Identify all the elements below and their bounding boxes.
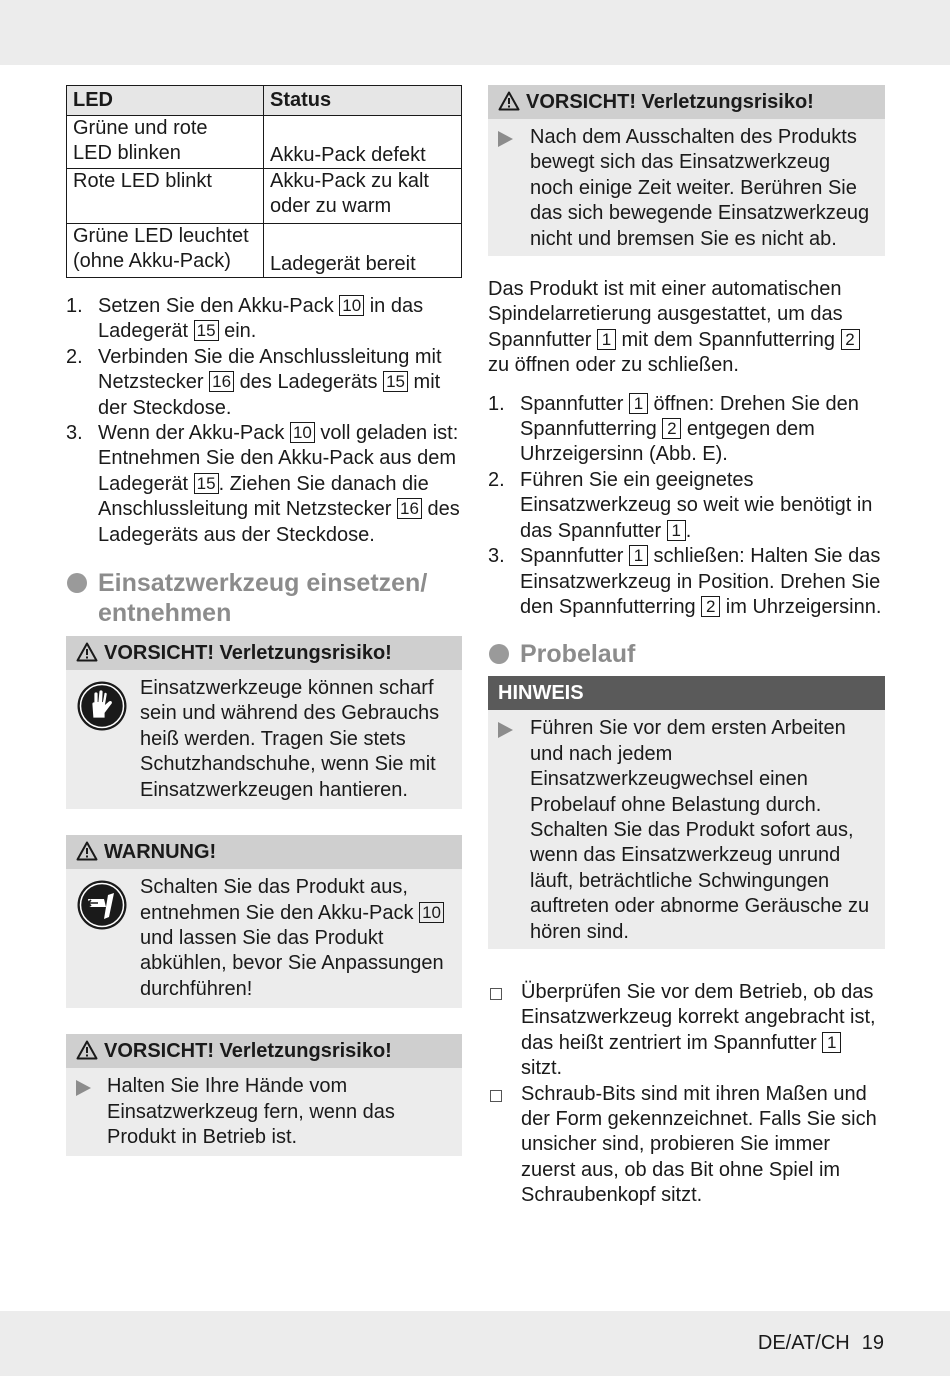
column-header-led: LED bbox=[67, 86, 264, 116]
region-label: DE/AT/CH bbox=[757, 1332, 850, 1354]
list-item: 1. Setzen Sie den Akku-Pack 10 in das Ladegerät 15 ein. bbox=[66, 295, 424, 343]
list-item: 2. Führen Sie ein geeignetes Einsatzwerkzeug so weit wie benötigt in das Spannfutter 1 . bbox=[488, 468, 873, 542]
list-item: Schraub-Bits sind mit ihren Maßen und der Form gekennzeichnet. Falls Sie sich unsicher sind, probieren Sie immer zuerst aus, ob das Bit ohne Spiel im Schraubenkopf sitzt. bbox=[488, 1082, 885, 1209]
warning-body: Schalten Sie das Produkt aus, entnehmen Sie den Akku-Pack 10 und lassen Sie das Produkt abkühlen, bevor Sie Anpassungen durchführen! bbox=[66, 869, 462, 1008]
section-heading-insert-tool: Einsatzwerkzeug einsetzen/ entnehmen bbox=[66, 568, 462, 628]
right-column bbox=[488, 85, 885, 1209]
remove-battery-icon bbox=[76, 879, 128, 931]
arrow-bullet-icon bbox=[76, 1080, 91, 1096]
status-cell: Ladegerät bereit bbox=[264, 224, 462, 278]
part-reference: 1 bbox=[629, 393, 648, 414]
section-heading-test-run: Probelauf bbox=[488, 639, 885, 669]
table-row bbox=[67, 169, 462, 224]
list-item: 2. Verbinden Sie die Anschlussleitung mit Netzstecker 16 des Ladegeräts 15 mit der Steckdose. bbox=[66, 345, 442, 419]
bullet-dot-icon bbox=[489, 644, 509, 664]
caution-box-gloves bbox=[66, 636, 462, 809]
warning-triangle-icon bbox=[498, 91, 520, 111]
part-reference: 15 bbox=[194, 473, 219, 494]
led-cell: Rote LED blinkt bbox=[67, 169, 264, 224]
page-number: 19 bbox=[861, 1332, 884, 1354]
note-body: Führen Sie vor dem ersten Arbeiten und nach jedem Einsatzwerkzeugwechsel einen Probelauf ohne Belastung durch. Schalten Sie das Produkt sofort aus, wenn das Einsatzwerkzeug unrund läuft, beträchtliche Schwingungen auftreten oder abnorme Geräusche zu hören sind. bbox=[488, 710, 885, 949]
checkbox-icon bbox=[490, 988, 502, 1000]
part-reference: 10 bbox=[339, 295, 364, 316]
list-item: Überprüfen Sie vor dem Betrieb, ob das Einsatzwerkzeug korrekt angebracht ist, das heißt zentriert im Spannfutter 1 sitzt. bbox=[488, 980, 885, 1082]
caution-header: VORSICHT! Verletzungsrisiko! bbox=[488, 85, 885, 119]
caution-body: Einsatzwerkzeuge können scharf sein und während des Gebrauchs heiß werden. Tragen Sie stets Schutzhandschuhe, wenn Sie mit Einsatzwerkzeugen hantieren. bbox=[66, 670, 462, 809]
column-header-status: Status bbox=[264, 86, 462, 116]
part-reference: 2 bbox=[841, 329, 860, 350]
warning-triangle-icon bbox=[76, 841, 98, 861]
led-cell: Grüne und rote LED blinken bbox=[67, 116, 264, 169]
part-reference: 1 bbox=[667, 520, 686, 541]
warning-box-unplug bbox=[66, 835, 462, 1008]
caution-box-hands bbox=[66, 1034, 462, 1156]
part-reference: 15 bbox=[194, 320, 219, 341]
arrow-bullet-icon bbox=[498, 131, 513, 147]
part-reference: 10 bbox=[419, 902, 444, 923]
part-reference: 1 bbox=[629, 545, 648, 566]
part-reference: 16 bbox=[209, 371, 234, 392]
list-item: 3. Wenn der Akku-Pack 10 voll geladen ist: Entnehmen Sie den Akku-Pack aus dem Ladegerät 15 . Ziehen Sie danach die Anschlussleitung mit Netzstecker 16 des Ladegeräts aus der Steckdose. bbox=[66, 422, 460, 546]
checklist bbox=[488, 980, 885, 1209]
led-cell: Grüne LED leuchtet (ohne Akku-Pack) bbox=[67, 224, 264, 278]
left-column bbox=[66, 85, 462, 1156]
part-reference: 1 bbox=[597, 329, 616, 350]
part-reference: 1 bbox=[822, 1032, 841, 1053]
list-item: 3. Spannfutter 1 schließen: Halten Sie das Einsatzwerkzeug in Position. Drehen Sie den Spannfutterring 2 im Uhrzeigersinn. bbox=[488, 545, 882, 618]
caution-header: VORSICHT! Verletzungsrisiko! bbox=[66, 1034, 462, 1068]
led-status-table bbox=[66, 85, 462, 278]
part-reference: 2 bbox=[662, 418, 681, 439]
charging-steps-list bbox=[66, 294, 462, 548]
bullet-dot-icon bbox=[67, 573, 87, 593]
caution-box-rundown bbox=[488, 85, 885, 256]
table-header-row bbox=[67, 86, 462, 116]
warning-header: WARNUNG! bbox=[66, 835, 462, 869]
status-cell: Akku-Pack zu kalt oder zu warm bbox=[264, 169, 462, 224]
checkbox-icon bbox=[490, 1090, 502, 1102]
list-item: 1. Spannfutter 1 öffnen: Drehen Sie den Spannfutterring 2 entgegen dem Uhrzeigersinn (Abb. E). bbox=[488, 392, 859, 466]
arrow-bullet-icon bbox=[498, 722, 513, 738]
caution-header: VORSICHT! Verletzungsrisiko! bbox=[66, 636, 462, 670]
warning-triangle-icon bbox=[76, 642, 98, 662]
chuck-steps-list bbox=[488, 392, 885, 621]
gloves-icon bbox=[76, 680, 128, 732]
caution-body: Nach dem Ausschalten des Produkts bewegt sich das Einsatzwerkzeug noch einige Zeit weiter. Berühren Sie das sich bewegende Einsatzwerkzeug nicht und bremsen Sie es nicht ab. bbox=[488, 119, 885, 256]
table-row bbox=[67, 224, 462, 278]
status-cell: Akku-Pack defekt bbox=[264, 116, 462, 169]
page-footer bbox=[758, 1331, 884, 1356]
note-header: HINWEIS bbox=[488, 676, 885, 710]
note-box-test-run bbox=[488, 676, 885, 949]
part-reference: 10 bbox=[290, 422, 315, 443]
part-reference: 15 bbox=[383, 371, 408, 392]
caution-body: Halten Sie Ihre Hände vom Einsatzwerkzeug fern, wenn das Produkt in Betrieb ist. bbox=[66, 1068, 462, 1156]
header-band bbox=[0, 0, 950, 65]
warning-triangle-icon bbox=[76, 1040, 98, 1060]
part-reference: 16 bbox=[397, 498, 422, 519]
spindle-lock-paragraph: Das Produkt ist mit einer automatischen Spindelarretierung ausgestattet, um das Spannfutter 1 mit dem Spannfutterring 2 zu öffnen oder zu schließen. bbox=[488, 277, 885, 379]
table-row bbox=[67, 116, 462, 169]
part-reference: 2 bbox=[701, 596, 720, 617]
